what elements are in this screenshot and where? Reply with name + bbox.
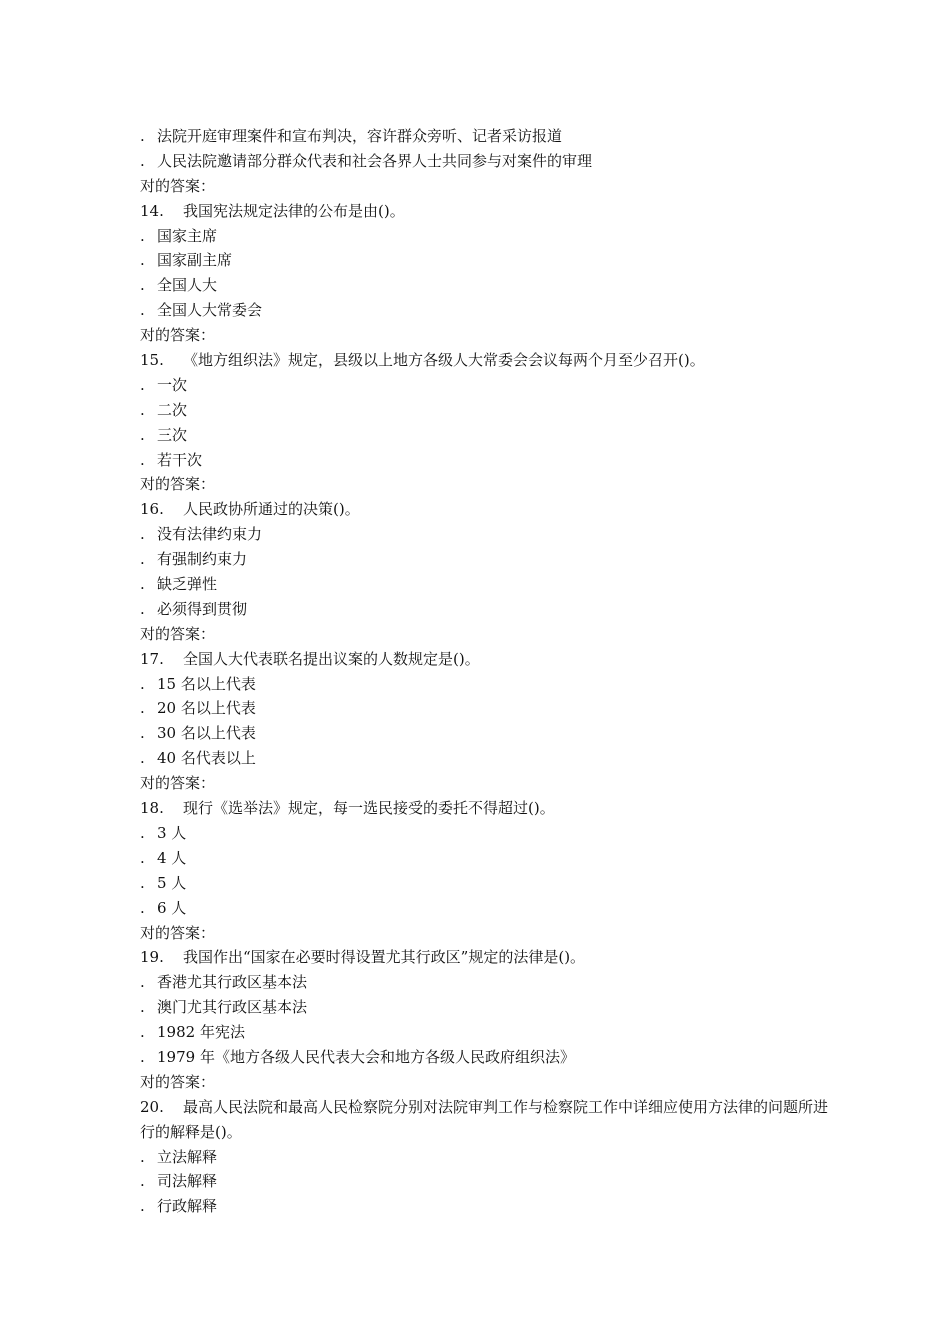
answer-option bbox=[140, 522, 830, 547]
answer-option bbox=[140, 846, 830, 871]
answer-option bbox=[140, 1045, 830, 1070]
answer-option bbox=[140, 273, 830, 298]
option-marker: . bbox=[140, 973, 145, 992]
answer-option bbox=[140, 746, 830, 771]
option-marker: . bbox=[140, 998, 145, 1017]
question-number: 20. bbox=[140, 1097, 164, 1116]
option-text: 6 人 bbox=[157, 898, 187, 917]
option-text: 行政解释 bbox=[157, 1197, 218, 1216]
answer-option bbox=[140, 597, 830, 622]
answer-option bbox=[140, 572, 830, 597]
option-marker: . bbox=[140, 375, 145, 394]
option-text: 3 人 bbox=[157, 823, 187, 842]
option-text: 立法解释 bbox=[157, 1147, 218, 1166]
option-marker: . bbox=[140, 276, 145, 295]
option-text: 三次 bbox=[157, 425, 188, 444]
answer-option bbox=[140, 696, 830, 721]
answer-option bbox=[140, 1194, 830, 1219]
question-number: 17. bbox=[140, 649, 164, 668]
option-marker: . bbox=[140, 127, 145, 145]
answer-option bbox=[140, 298, 830, 323]
option-marker: . bbox=[140, 1147, 145, 1166]
option-text: 国家主席 bbox=[157, 226, 218, 245]
option-text: 1979 年《地方各级人民代表大会和地方各级人民政府组织法》 bbox=[157, 1047, 575, 1066]
answer-option bbox=[140, 248, 830, 273]
option-text: 澳门尤其行政区基本法 bbox=[157, 998, 308, 1017]
option-marker: . bbox=[140, 151, 145, 170]
option-marker: . bbox=[140, 251, 145, 270]
option-text: 二次 bbox=[157, 400, 188, 419]
correct-answer-label: 对的答案： bbox=[140, 475, 216, 494]
answer-option bbox=[140, 1169, 830, 1194]
question-line bbox=[140, 647, 830, 672]
question-number: 19. bbox=[140, 948, 164, 967]
answer-option bbox=[140, 995, 830, 1020]
option-marker: . bbox=[140, 674, 145, 693]
answer-option bbox=[140, 896, 830, 921]
answer-option bbox=[140, 1145, 830, 1170]
question-line bbox=[140, 1095, 830, 1145]
option-text: 香港尤其行政区基本法 bbox=[157, 973, 308, 992]
option-text: 一次 bbox=[157, 375, 188, 394]
option-marker: . bbox=[140, 848, 145, 867]
question-text: 现行《选举法》规定，每一选民接受的委托不得超过()。 bbox=[183, 799, 555, 818]
question-number: 16. bbox=[140, 500, 164, 519]
answer-option bbox=[140, 448, 830, 473]
option-text: 有强制约束力 bbox=[157, 550, 248, 569]
option-text: 40 名代表以上 bbox=[157, 749, 256, 768]
option-text: 必须得到贯彻 bbox=[157, 599, 248, 618]
option-marker: . bbox=[140, 599, 145, 618]
option-marker: . bbox=[140, 1172, 145, 1191]
option-marker: . bbox=[140, 400, 145, 419]
option-text: 全国人大 bbox=[157, 276, 218, 295]
option-text: 人民法院邀请部分群众代表和社会各界人士共同参与对案件的审理 bbox=[157, 151, 593, 170]
question-line bbox=[140, 348, 830, 373]
option-text: 法院开庭审理案件和宣布判决，容许群众旁听、记者采访报道 bbox=[157, 127, 563, 145]
answer-option bbox=[140, 871, 830, 896]
option-marker: . bbox=[140, 301, 145, 320]
answer-option bbox=[140, 373, 830, 398]
correct-answer-label: 对的答案： bbox=[140, 176, 216, 195]
correct-answer-label: 对的答案： bbox=[140, 1072, 216, 1091]
answer-option bbox=[140, 423, 830, 448]
option-marker: . bbox=[140, 724, 145, 743]
option-text: 15 名以上代表 bbox=[157, 674, 256, 693]
option-text: 没有法律约束力 bbox=[157, 525, 263, 544]
correct-answer-label: 对的答案： bbox=[140, 624, 216, 643]
answer-option bbox=[140, 970, 830, 995]
option-marker: . bbox=[140, 1023, 145, 1042]
question-text: 《地方组织法》规定，县级以上地方各级人大常委会会议每两个月至少召开()。 bbox=[183, 351, 705, 370]
question-text: 全国人大代表联名提出议案的人数规定是()。 bbox=[183, 649, 480, 668]
option-marker: . bbox=[140, 450, 145, 469]
question-line bbox=[140, 796, 830, 821]
option-marker: . bbox=[140, 226, 145, 245]
question-number: 15. bbox=[140, 351, 164, 370]
question-text: 人民政协所通过的决策()。 bbox=[183, 500, 360, 519]
option-text: 若干次 bbox=[157, 450, 203, 469]
question-line bbox=[140, 945, 830, 970]
question-text: 我国作出“国家在必要时得设置尤其行政区”规定的法律是()。 bbox=[183, 948, 586, 967]
question-line bbox=[140, 497, 830, 522]
answer-option bbox=[140, 1020, 830, 1045]
answer-option bbox=[140, 224, 830, 249]
question-number: 14. bbox=[140, 201, 164, 220]
answer-option bbox=[140, 149, 830, 174]
correct-answer-label: 对的答案： bbox=[140, 326, 216, 345]
answer-option bbox=[140, 124, 830, 149]
option-text: 1982 年宪法 bbox=[157, 1023, 245, 1042]
question-line bbox=[140, 199, 830, 224]
option-text: 20 名以上代表 bbox=[157, 699, 256, 718]
correct-answer-label: 对的答案： bbox=[140, 774, 216, 793]
option-text: 5 人 bbox=[157, 873, 187, 892]
option-marker: . bbox=[140, 575, 145, 594]
document-page bbox=[140, 124, 830, 1219]
answer-option bbox=[140, 721, 830, 746]
answer-option bbox=[140, 547, 830, 572]
option-text: 缺乏弹性 bbox=[157, 575, 218, 594]
question-text: 我国宪法规定法律的公布是由()。 bbox=[183, 201, 405, 220]
option-marker: . bbox=[140, 823, 145, 842]
answer-option bbox=[140, 821, 830, 846]
option-text: 4 人 bbox=[157, 848, 187, 867]
question-number: 18. bbox=[140, 799, 164, 818]
option-marker: . bbox=[140, 898, 145, 917]
option-marker: . bbox=[140, 699, 145, 718]
correct-answer-label: 对的答案： bbox=[140, 923, 216, 942]
option-marker: . bbox=[140, 749, 145, 768]
option-text: 全国人大常委会 bbox=[157, 301, 263, 320]
option-marker: . bbox=[140, 525, 145, 544]
option-marker: . bbox=[140, 873, 145, 892]
option-text: 司法解释 bbox=[157, 1172, 218, 1191]
option-marker: . bbox=[140, 1047, 145, 1066]
answer-option bbox=[140, 672, 830, 697]
option-text: 30 名以上代表 bbox=[157, 724, 256, 743]
option-text: 国家副主席 bbox=[157, 251, 233, 270]
option-marker: . bbox=[140, 1197, 145, 1216]
question-text: 最高人民法院和最高人民检察院分别对法院审判工作与检察院工作中详细应使用方法律的问题所进行的解释是()。 bbox=[140, 1097, 829, 1141]
option-marker: . bbox=[140, 425, 145, 444]
option-marker: . bbox=[140, 550, 145, 569]
answer-option bbox=[140, 398, 830, 423]
